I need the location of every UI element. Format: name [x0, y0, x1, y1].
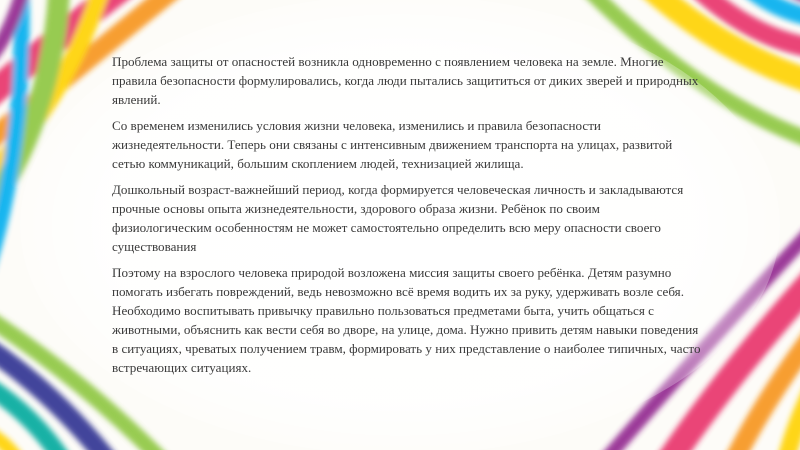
text-content [112, 52, 702, 384]
paragraph-1: Проблема защиты от опасностей возникла одновременно с появлением человека на земле. Многие правила безопасности формулировались, когда люди пытались защититься от диких зверей и природных явлений. [112, 54, 699, 107]
paragraph-4: Поэтому на взрослого человека природой возложена миссия защиты своего ребёнка. Детям разумно помогать избегать повреждений, ведь невозможно всё время водить их за руку, удерживать возле себя. Необходимо воспитывать привычку правильно пользоваться предметами быта, учить общаться с животными, объяснить как вести себя во дворе, на улице, дома. Нужно привить детям навыки поведения в ситуациях, чреватых получением травм, формировать у них представление о наиболее типичных, часто встречающих ситуациях. [112, 265, 701, 375]
paragraph-3: Дошкольный возраст-важнейший период, когда формируется человеческая личность и закладываются прочные основы опыта жизнедеятельности, здорового образа жизни. Ребёнок по своим физиологическим особенностям не может самостоятельно определить всю меру опасности своего существования [112, 182, 684, 254]
paragraph-2: Со временем изменились условия жизни человека, изменились и правила безопасности жизнедеятельности. Теперь они связаны с интенсивным движением транспорта на улицах, развитой сетью коммуникаций, большим скоплением людей, технизацией жилища. [112, 118, 673, 171]
